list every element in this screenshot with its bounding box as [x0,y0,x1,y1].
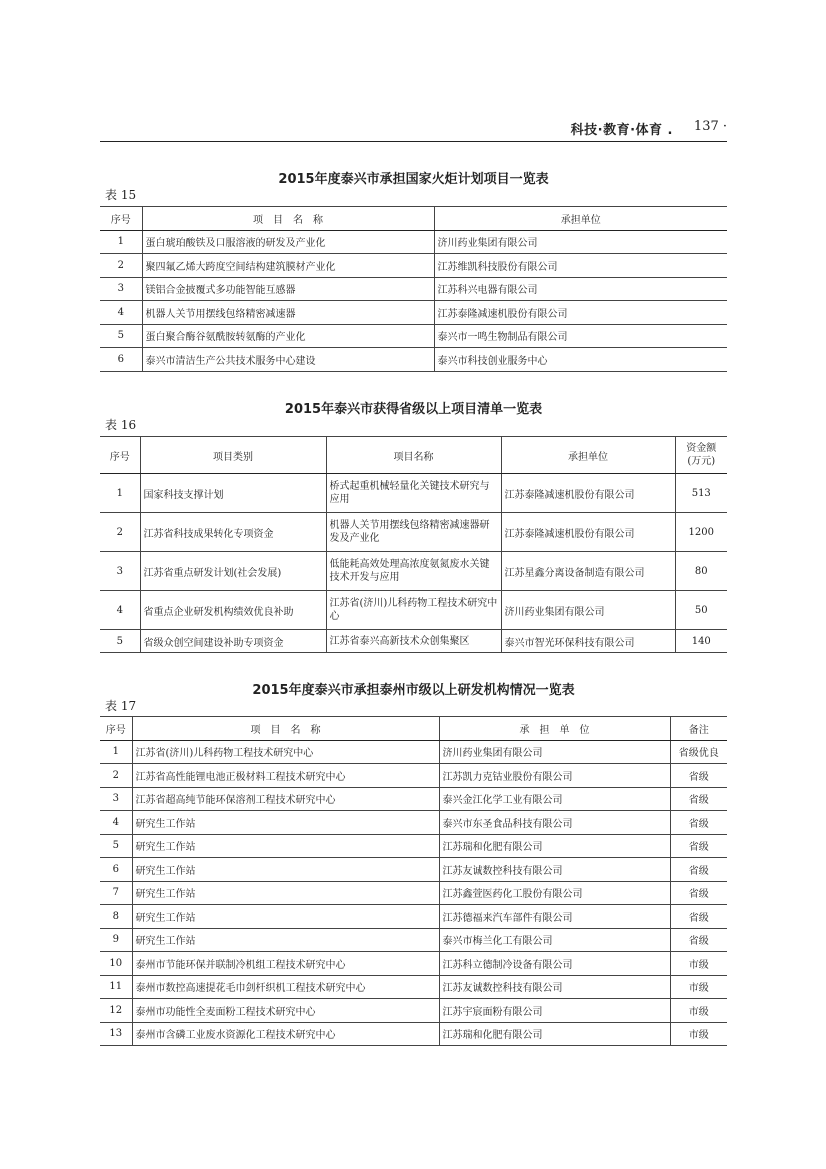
table-cell: 机器人关节用摆线包络精密减速器研发及产业化 [326,513,501,552]
table-cell: 1 [100,230,142,254]
col-header: 备注 [670,717,727,741]
col-header: 项 目 名 称 [132,717,439,741]
table-15-title: 2015年度泰兴市承担国家火炬计划项目一览表 [278,172,549,187]
table-row [100,787,727,811]
page-header [100,117,727,142]
table-cell: 江苏泰隆减速机股份有限公司 [501,474,675,513]
table-cell: 江苏省重点研发计划(社会发展) [140,552,326,591]
table-cell: 研究生工作站 [132,881,439,905]
table-row [100,254,727,278]
table-header-row [100,207,727,231]
table-row [100,1022,727,1046]
table-row [100,513,727,552]
table-cell: 11 [100,975,132,999]
table-cell: 国家科技支撑计划 [140,474,326,513]
col-header: 项目名称 [326,437,501,474]
table-cell: 3 [100,277,142,301]
table-row [100,928,727,952]
table-cell: 4 [100,301,142,325]
table-cell: 4 [100,591,140,630]
table-cell: 低能耗高效处理高浓度氨氮废水关键技术开发与应用 [326,552,501,591]
col-header: 项 目 名 称 [142,207,434,231]
table-cell: 513 [675,474,727,513]
table-row [100,474,727,513]
table-row [100,552,727,591]
table-cell: 江苏瑞和化肥有限公司 [439,1022,670,1046]
table-cell: 省级 [670,787,727,811]
table-cell: 省级 [670,928,727,952]
table-cell: 泰兴市一鸣生物制品有限公司 [434,324,727,348]
table-row [100,905,727,929]
table-cell: 泰州市数控高速提花毛巾剑杆织机工程技术研究中心 [132,975,439,999]
page-number: 137 · [693,119,727,134]
col-header: 承 担 单 位 [439,717,670,741]
table-cell: 研究生工作站 [132,928,439,952]
table-cell: 江苏省(济川)儿科药物工程技术研究中心 [132,740,439,764]
table-cell: 江苏星鑫分离设备制造有限公司 [501,552,675,591]
table-cell: 4 [100,811,132,835]
col-header: 序号 [100,207,142,231]
table-cell: 8 [100,905,132,929]
table-cell: 省级 [670,834,727,858]
table-15-label: 表 15 [105,188,137,202]
table-cell: 泰州市功能性全麦面粉工程技术研究中心 [132,999,439,1023]
table-cell: 江苏科兴电器有限公司 [434,277,727,301]
table-cell: 3 [100,787,132,811]
table-cell: 5 [100,834,132,858]
table-row [100,764,727,788]
table-cell: 1 [100,740,132,764]
table-cell: 省级优良 [670,740,727,764]
table-cell: 江苏省泰兴高新技术众创集聚区 [326,630,501,653]
col-header: 承担单位 [501,437,675,474]
table-cell: 桥式起重机械轻量化关键技术研究与应用 [326,474,501,513]
table-row [100,834,727,858]
table-cell: 江苏友诚数控科技有限公司 [439,975,670,999]
table-row [100,591,727,630]
table-cell: 泰兴金江化学工业有限公司 [439,787,670,811]
table-cell: 12 [100,999,132,1023]
col-header: 项目类别 [140,437,326,474]
table-cell: 济川药业集团有限公司 [501,591,675,630]
table-cell: 9 [100,928,132,952]
table-cell: 镁铝合金披覆式多功能智能互感器 [142,277,434,301]
table-cell: 1 [100,474,140,513]
table-cell: 蛋白琥珀酸铁及口服溶液的研发及产业化 [142,230,434,254]
table-cell: 蛋白聚合酶谷氨酰胺转氨酶的产业化 [142,324,434,348]
col-header: 序号 [100,717,132,741]
table-row [100,975,727,999]
table-cell: 江苏德福来汽车部件有限公司 [439,905,670,929]
table-header-row [100,717,727,741]
table-cell: 市级 [670,952,727,976]
table-cell: 140 [675,630,727,653]
table-cell: 机器人关节用摆线包络精密减速器 [142,301,434,325]
table-17 [100,716,727,1046]
table-17-title: 2015年度泰兴市承担泰州市级以上研发机构情况一览表 [252,683,575,698]
table-cell: 江苏鑫萱医药化工股份有限公司 [439,881,670,905]
table-cell: 市级 [670,975,727,999]
table-cell: 泰州市节能环保并联制冷机组工程技术研究中心 [132,952,439,976]
table-row [100,952,727,976]
table-cell: 江苏省科技成果转化专项资金 [140,513,326,552]
table-cell: 泰兴市东圣食品科技有限公司 [439,811,670,835]
table-15 [100,206,727,372]
table-row [100,740,727,764]
table-cell: 市级 [670,1022,727,1046]
table-cell: 省级 [670,881,727,905]
table-header-row [100,437,727,474]
table-17-label: 表 17 [105,699,137,713]
section-title: 科技·教育·体育 . [570,123,673,138]
table-cell: 省重点企业研发机构绩效优良补助 [140,591,326,630]
table-row [100,301,727,325]
table-cell: 6 [100,858,132,882]
col-header: 序号 [100,437,140,474]
table-cell: 江苏省(济川)儿科药物工程技术研究中心 [326,591,501,630]
table-row [100,324,727,348]
table-cell: 研究生工作站 [132,905,439,929]
table-cell: 80 [675,552,727,591]
table-row [100,348,727,372]
table-cell: 江苏泰隆减速机股份有限公司 [434,301,727,325]
table-cell: 省级 [670,858,727,882]
table-cell: 聚四氟乙烯大跨度空间结构建筑膜材产业化 [142,254,434,278]
table-cell: 江苏友诚数控科技有限公司 [439,858,670,882]
table-row [100,999,727,1023]
table-row [100,811,727,835]
table-row [100,277,727,301]
col-header: 承担单位 [434,207,727,231]
table-cell: 2 [100,513,140,552]
table-row [100,630,727,653]
table-cell: 江苏凯力克钴业股份有限公司 [439,764,670,788]
table-cell: 江苏宇宸面粉有限公司 [439,999,670,1023]
table-cell: 2 [100,254,142,278]
table-cell: 3 [100,552,140,591]
col-header: 资金额 (万元) [675,437,727,474]
table-cell: 研究生工作站 [132,858,439,882]
table-cell: 13 [100,1022,132,1046]
table-cell: 济川药业集团有限公司 [434,230,727,254]
table-row [100,858,727,882]
table-cell: 泰兴市清洁生产公共技术服务中心建设 [142,348,434,372]
table-cell: 江苏泰隆减速机股份有限公司 [501,513,675,552]
table-cell: 济川药业集团有限公司 [439,740,670,764]
table-cell: 5 [100,324,142,348]
table-cell: 省级 [670,764,727,788]
table-cell: 江苏省高性能锂电池正极材料工程技术研究中心 [132,764,439,788]
table-cell: 泰兴市科技创业服务中心 [434,348,727,372]
table-cell: 2 [100,764,132,788]
table-cell: 10 [100,952,132,976]
table-cell: 泰兴市梅兰化工有限公司 [439,928,670,952]
table-cell: 江苏维凯科技股份有限公司 [434,254,727,278]
table-cell: 省级 [670,905,727,929]
table-cell: 市级 [670,999,727,1023]
table-cell: 省级 [670,811,727,835]
table-cell: 1200 [675,513,727,552]
table-cell: 5 [100,630,140,653]
table-16-title: 2015年泰兴市获得省级以上项目清单一览表 [284,402,543,417]
table-cell: 江苏科立德制冷设备有限公司 [439,952,670,976]
table-cell: 江苏瑞和化肥有限公司 [439,834,670,858]
table-cell: 省级众创空间建设补助专项资金 [140,630,326,653]
table-16-label: 表 16 [105,418,137,432]
table-cell: 50 [675,591,727,630]
table-cell: 6 [100,348,142,372]
table-row [100,230,727,254]
table-cell: 泰州市含磷工业废水资源化工程技术研究中心 [132,1022,439,1046]
table-cell: 研究生工作站 [132,811,439,835]
table-16 [100,436,727,653]
table-cell: 泰兴市智光环保科技有限公司 [501,630,675,653]
table-cell: 7 [100,881,132,905]
table-cell: 江苏省超高纯节能环保溶剂工程技术研究中心 [132,787,439,811]
table-row [100,881,727,905]
table-cell: 研究生工作站 [132,834,439,858]
